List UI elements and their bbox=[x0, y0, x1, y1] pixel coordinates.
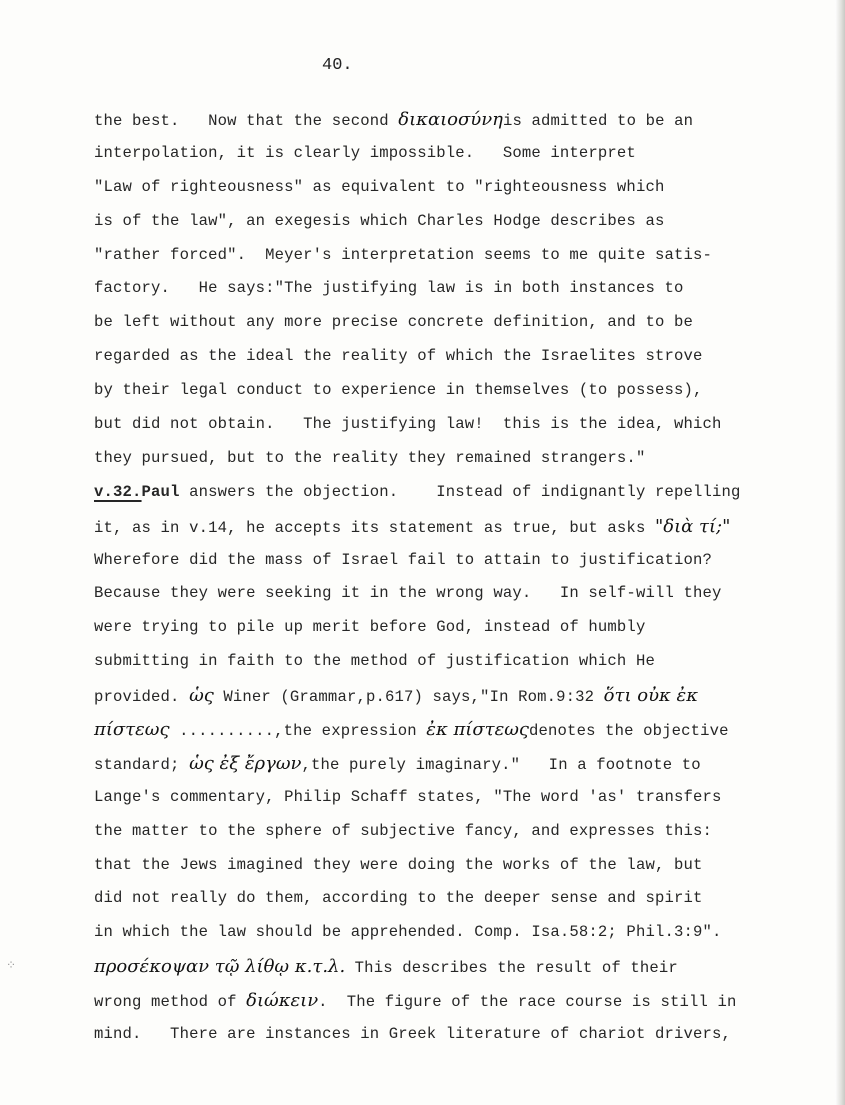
typed-text: answers the objection. Instead of indignantly repelling bbox=[179, 482, 741, 501]
text-line bbox=[94, 272, 814, 306]
typed-text: provided. bbox=[94, 688, 190, 707]
text-line bbox=[94, 815, 814, 849]
typed-text: is admitted to be an bbox=[502, 112, 694, 130]
typed-text: This describes the result of their bbox=[345, 959, 678, 978]
text-line bbox=[94, 611, 814, 645]
typed-text: the best. Now that the second bbox=[94, 112, 399, 130]
typed-text: be left without any more precise concrete definition, and to be bbox=[94, 313, 693, 332]
text-line bbox=[94, 950, 814, 984]
text-line bbox=[94, 171, 814, 205]
text-line bbox=[94, 916, 814, 950]
scan-speck: ⁘ bbox=[6, 958, 17, 972]
text-line bbox=[94, 408, 814, 442]
verse-reference: v.32. bbox=[94, 482, 142, 501]
greek-handwritten-text: διώκειν bbox=[246, 990, 319, 1012]
text-line bbox=[94, 306, 814, 340]
text-line bbox=[94, 239, 814, 273]
typed-text: factory. He says:"The justifying law is in both instances to bbox=[94, 279, 684, 298]
text-line bbox=[94, 374, 814, 408]
typed-text: were trying to pile up merit before God, instead of humbly bbox=[94, 618, 646, 637]
typed-text: "rather forced". Meyer's interpretation seems to me quite satis- bbox=[94, 245, 713, 264]
page-number: 40. bbox=[322, 56, 353, 75]
typed-text: regarded as the ideal the reality of which the Israelites strove bbox=[94, 347, 703, 366]
typed-text: wrong method of bbox=[94, 993, 247, 1012]
text-line bbox=[94, 747, 814, 781]
typed-text: standard; bbox=[94, 755, 190, 774]
typed-text: denotes the objective bbox=[529, 722, 729, 741]
text-line bbox=[94, 476, 814, 510]
typed-text: . The figure of the race course is still in bbox=[318, 993, 737, 1012]
typed-text: the matter to the sphere of subjective fancy, and expresses this: bbox=[94, 821, 713, 840]
greek-handwritten-text: δικαιοσύνη bbox=[398, 109, 503, 130]
greek-handwritten-text: "διὰ τί;" bbox=[654, 515, 731, 537]
greek-handwritten-text: ὡς bbox=[189, 685, 214, 707]
text-line bbox=[94, 103, 814, 137]
typed-text: that the Jews imagined they were doing the works of the law, but bbox=[94, 855, 703, 874]
text-line bbox=[94, 645, 814, 679]
typed-text: interpolation, it is clearly impossible. Some interpret bbox=[94, 143, 636, 162]
typed-text: it, as in v.14, he accepts its statement as true, but asks bbox=[94, 518, 655, 537]
text-line bbox=[94, 340, 814, 374]
typed-text: but did not obtain. The justifying law! this is the idea, which bbox=[94, 415, 722, 434]
greek-handwritten-text: ὡς ἐξ ἔργων bbox=[189, 752, 302, 774]
page-edge-shadow bbox=[835, 0, 845, 1105]
text-line bbox=[94, 442, 814, 476]
greek-handwritten-text: ἐκ πίστεως bbox=[426, 719, 530, 741]
text-line bbox=[94, 984, 814, 1018]
typed-text: Winer (Grammar,p.617) says,"In Rom.9:32 bbox=[213, 688, 604, 707]
typed-text: did not really do them, according to the deeper sense and spirit bbox=[94, 889, 703, 908]
text-line bbox=[94, 544, 814, 578]
typed-text: by their legal conduct to experience in themselves (to possess), bbox=[94, 381, 703, 400]
text-line bbox=[94, 713, 814, 747]
typed-text: submitting in faith to the method of justification which He bbox=[94, 652, 655, 671]
text-line bbox=[94, 882, 814, 916]
typed-text: Because they were seeking it in the wrong way. In self-will they bbox=[94, 584, 722, 603]
text-line bbox=[94, 679, 814, 713]
typed-text: Lange's commentary, Philip Schaff states, "The word 'as' transfers bbox=[94, 787, 722, 806]
text-line bbox=[94, 510, 814, 544]
greek-handwritten-text: πίστεως bbox=[94, 719, 170, 741]
text-line bbox=[94, 781, 814, 815]
typed-text: they pursued, but to the reality they remained strangers." bbox=[94, 448, 646, 467]
greek-handwritten-text: ὅτι οὐκ ἐκ bbox=[603, 685, 699, 707]
text-line bbox=[94, 205, 814, 239]
typed-text: ..........,the expression bbox=[169, 722, 427, 741]
typed-text: mind. There are instances in Greek literature of chariot drivers, bbox=[94, 1025, 732, 1044]
typed-text: "Law of righteousness" as equivalent to "righteousness which bbox=[94, 177, 665, 196]
bold-text: Paul bbox=[141, 482, 180, 501]
text-line bbox=[94, 849, 814, 883]
text-line bbox=[94, 137, 814, 171]
text-line bbox=[94, 577, 814, 611]
typed-text: Wherefore did the mass of Israel fail to attain to justification? bbox=[94, 550, 713, 569]
typed-text: is of the law", an exegesis which Charles Hodge describes as bbox=[94, 211, 665, 230]
text-line bbox=[94, 1018, 814, 1052]
greek-handwritten-text: προσέκοψαν τῷ λίθῳ κ.τ.λ. bbox=[94, 956, 346, 978]
typed-text: ,the purely imaginary." In a footnote to bbox=[301, 755, 701, 774]
body-text bbox=[94, 103, 814, 1052]
typed-text: in which the law should be apprehended. Comp. Isa.58:2; Phil.3:9". bbox=[94, 923, 722, 942]
